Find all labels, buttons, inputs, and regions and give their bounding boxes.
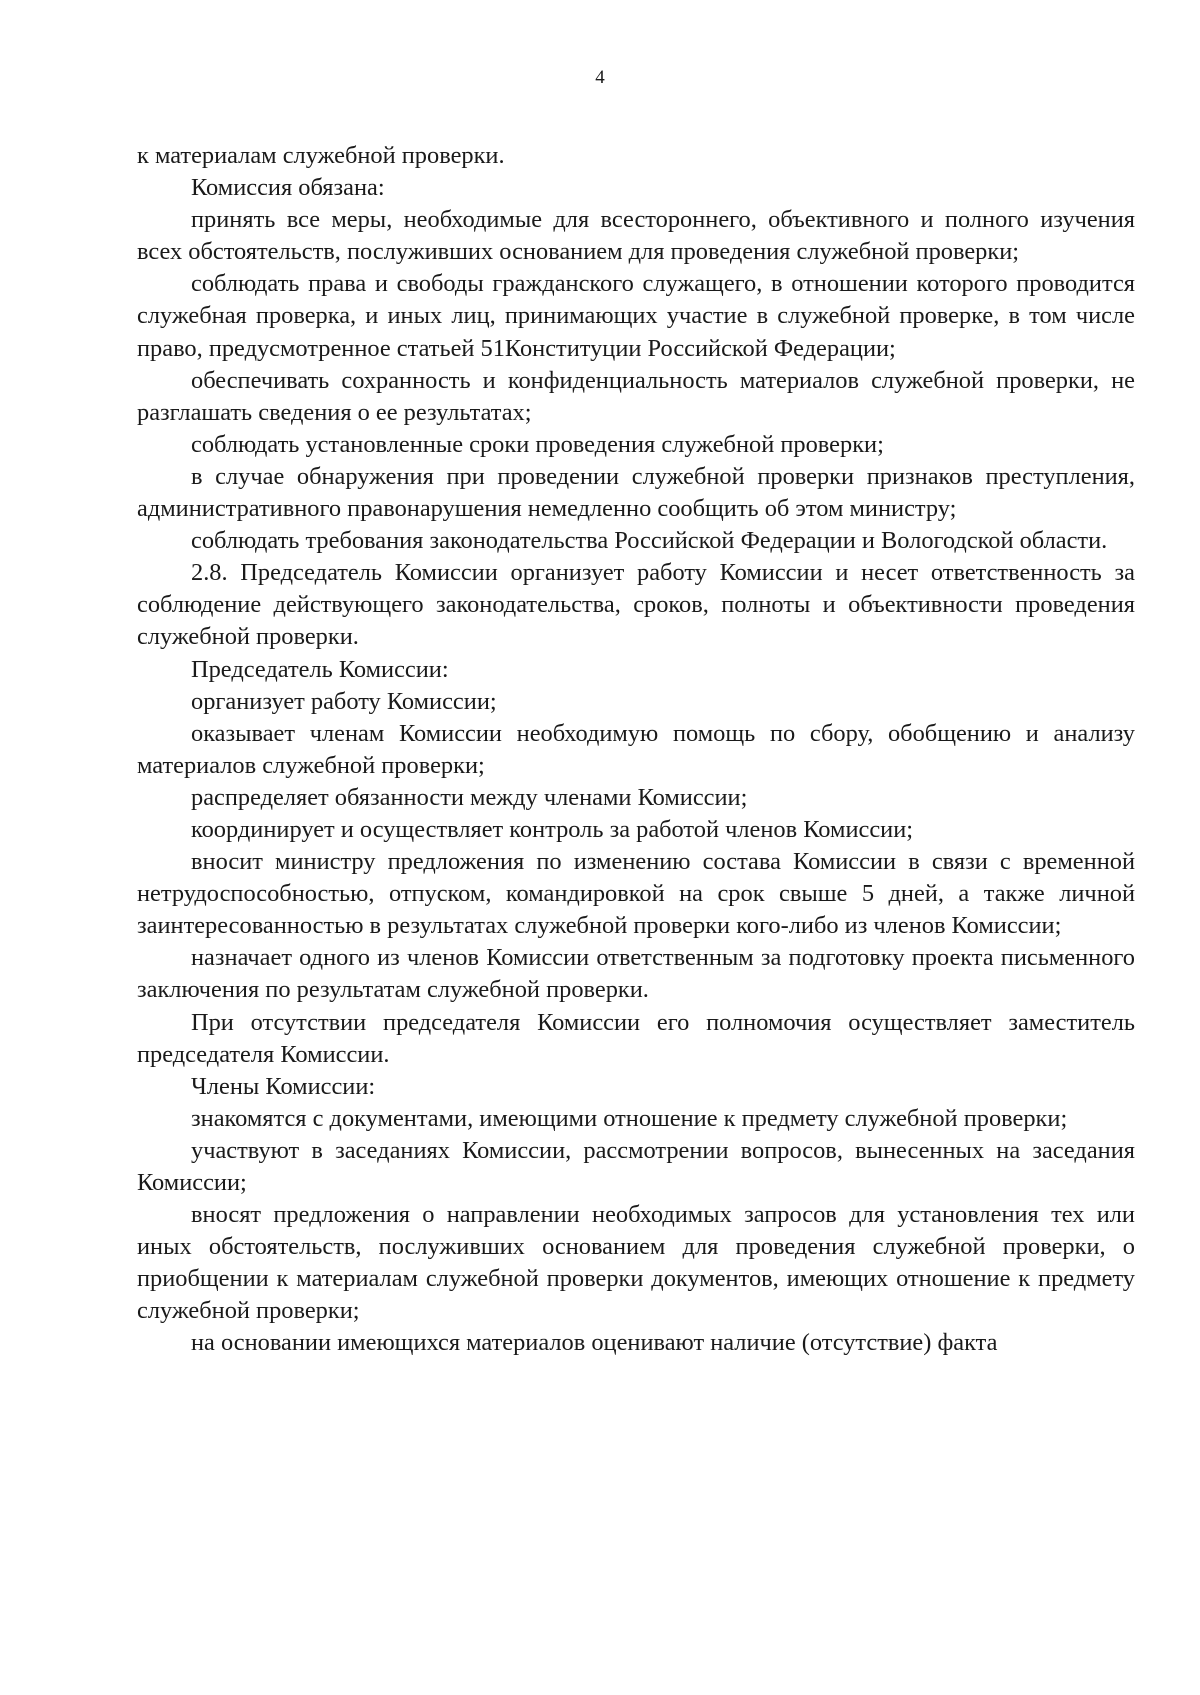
paragraph: к материалам служебной проверки.	[137, 142, 505, 169]
paragraph: При отсутствии председателя Комиссии его полномочия осуществляет заместитель председателя Комиссии.	[137, 1008, 1135, 1068]
paragraph: соблюдать требования законодательства Российской Федерации и Вологодской области.	[191, 527, 1108, 555]
paragraph: обеспечивать сохранность и конфиденциальность материалов служебной проверки, не разглашать сведения о ее результатах;	[137, 366, 1135, 426]
paragraph: соблюдать права и свободы гражданского служащего, в отношении которого проводится служебная проверка, и иных лиц, принимающих участие в служебной проверке, в том числе право, предусмотренное статьей 51Конституции Российской Федерации;	[137, 270, 1135, 362]
paragraph: принять все меры, необходимые для всестороннего, объективного и полного изучения всех обстоятельств, послуживших основанием для проведения служебной проверки;	[137, 206, 1135, 266]
paragraph: распределяет обязанности между членами Комиссии;	[191, 783, 748, 811]
paragraph: на основании имеющихся материалов оценивают наличие (отсутствие) факта	[191, 1329, 998, 1357]
paragraph: Председатель Комиссии:	[191, 655, 449, 683]
paragraph: вносит министру предложения по изменению состава Комиссии в связи с временной нетрудоспособностью, отпуском, командировкой на срок свыше 5 дней, а также личной заинтересованностью в результатах служебной проверки кого-либо из членов Комиссии;	[137, 848, 1135, 940]
paragraph: вносят предложения о направлении необходимых запросов для установления тех или иных обстоятельств, послуживших основанием для проведения служебной проверки, о приобщении к материалам служебной проверки документов, имеющих отношение к предмету служебной проверки;	[137, 1201, 1135, 1325]
paragraph: оказывает членам Комиссии необходимую помощь по сбору, обобщению и анализу материалов служебной проверки;	[137, 719, 1135, 779]
paragraph: в случае обнаружения при проведении служебной проверки признаков преступления, административного правонарушения немедленно сообщить об этом министру;	[137, 462, 1135, 523]
paragraph: назначает одного из членов Комиссии ответственным за подготовку проекта письменного заключения по результатам служебной проверки.	[137, 944, 1135, 1004]
paragraph: участвуют в заседаниях Комиссии, рассмотрении вопросов, вынесенных на заседания Комиссии;	[137, 1136, 1135, 1196]
paragraph: знакомятся с документами, имеющими отношение к предмету служебной проверки;	[191, 1104, 1068, 1132]
paragraph: Члены Комиссии:	[191, 1072, 376, 1100]
paragraph: Комиссия обязана:	[191, 174, 385, 202]
paragraph: координирует и осуществляет контроль за работой членов Комиссии;	[191, 815, 914, 843]
paragraph: соблюдать установленные сроки проведения служебной проверки;	[191, 430, 884, 458]
paragraph: 2.8. Председатель Комиссии организует работу Комиссии и несет ответственность за соблюдение действующего законодательства, сроков, полноты и объективности проведения служебной проверки.	[137, 559, 1135, 651]
document-body	[137, 140, 1135, 1360]
page-number: 4	[595, 67, 605, 88]
paragraph: организует работу Комиссии;	[191, 687, 497, 715]
